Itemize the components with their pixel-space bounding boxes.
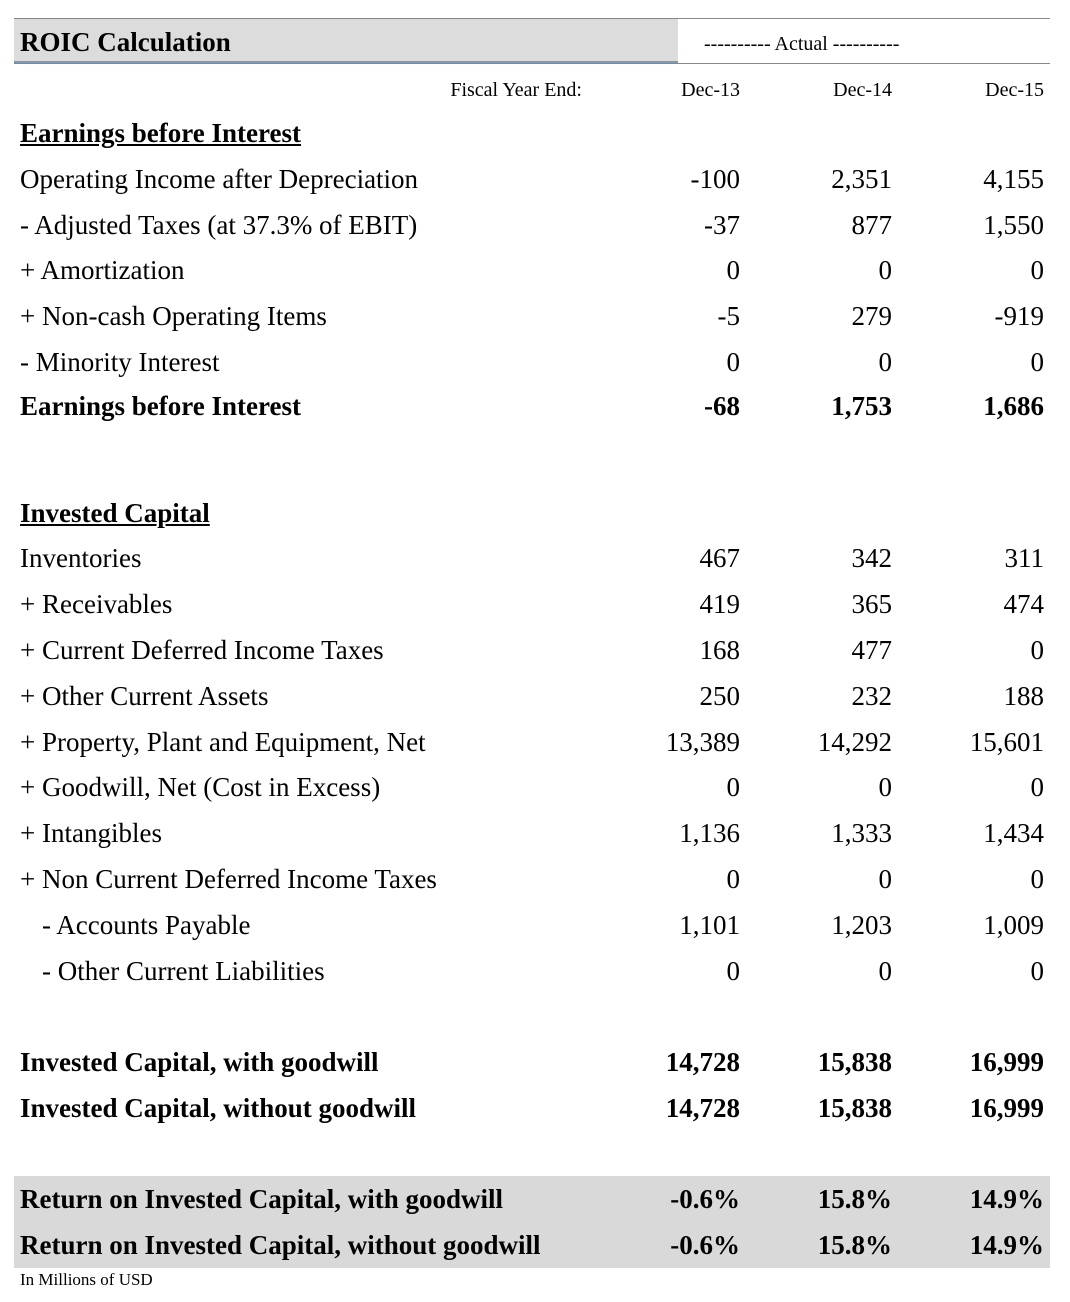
row-value-dec13: -5 [717,301,740,331]
row-value-dec14: 0 [878,772,892,802]
row-label: - Minority Interest [20,347,220,377]
row-value-dec15: 4,155 [983,164,1044,194]
table-row [0,772,1070,812]
row-value-dec15: 16,999 [969,1093,1044,1123]
row-value-dec14: 15.8% [817,1230,892,1260]
row-value-dec15: 16,999 [969,1047,1044,1077]
row-value-dec13: 250 [699,681,740,711]
row-value-dec14: 0 [878,347,892,377]
row-value-dec15: 14.9% [969,1184,1044,1214]
title-bar [14,18,1050,64]
row-value-dec13: 0 [726,864,740,894]
row-label: Earnings before Interest [20,391,301,421]
page-title: ROIC Calculation [20,27,231,57]
row-label: + Goodwill, Net (Cost in Excess) [20,772,381,802]
roic-without-goodwill-row [0,1230,1070,1270]
row-label: + Non Current Deferred Income Taxes [20,864,437,894]
row-value-dec14: 0 [878,255,892,285]
row-value-dec15: 0 [1030,255,1044,285]
row-value-dec13: 14,728 [665,1093,740,1123]
row-value-dec13: -68 [704,391,740,421]
title-background [14,19,678,63]
roic-with-goodwill-row [0,1184,1070,1224]
row-value-dec15: -919 [994,301,1044,331]
row-label: Invested Capital, without goodwill [20,1093,417,1123]
table-row [0,956,1070,996]
row-value-dec15: 1,009 [983,910,1044,940]
row-label: + Other Current Assets [20,681,269,711]
row-value-dec14: 342 [851,543,892,573]
row-value-dec14: 1,203 [831,910,892,940]
row-value-dec13: 168 [699,635,740,665]
table-row [0,589,1070,629]
row-value-dec13: 0 [726,347,740,377]
table-row [0,910,1070,950]
row-value-dec14: 365 [851,589,892,619]
row-label: - Other Current Liabilities [42,956,325,986]
row-value-dec13: -0.6% [670,1184,740,1214]
fiscal-year-label: Fiscal Year End: [450,79,582,101]
row-value-dec14: 0 [878,864,892,894]
row-value-dec15: 0 [1030,772,1044,802]
row-value-dec14: 877 [851,210,892,240]
row-value-dec15: 0 [1030,635,1044,665]
row-label: + Non-cash Operating Items [20,301,327,331]
row-label: Return on Invested Capital, with goodwill [20,1184,504,1214]
row-value-dec15: 311 [1004,543,1044,573]
table-row [0,543,1070,583]
row-value-dec13: -37 [704,210,740,240]
row-value-dec15: 188 [1003,681,1044,711]
table-row [0,635,1070,675]
row-label: + Amortization [20,255,185,285]
ebi-total-row [0,391,1070,431]
row-value-dec13: 0 [726,956,740,986]
row-value-dec15: 15,601 [969,727,1044,757]
actual-label: ---------- Actual ---------- [704,33,900,55]
row-value-dec15: 0 [1030,956,1044,986]
row-value-dec13: 13,389 [665,727,740,757]
row-value-dec15: 1,686 [983,391,1044,421]
row-value-dec13: 419 [699,589,740,619]
row-value-dec13: -0.6% [670,1230,740,1260]
table-row [0,681,1070,721]
row-value-dec13: 467 [699,543,740,573]
row-value-dec15: 1,434 [983,818,1044,848]
row-value-dec15: 474 [1003,589,1044,619]
row-value-dec15: 14.9% [969,1230,1044,1260]
row-value-dec14: 279 [851,301,892,331]
ic-section-heading: Invested Capital [20,498,210,528]
table-row [0,818,1070,858]
row-value-dec14: 14,292 [817,727,892,757]
row-label: - Accounts Payable [42,910,251,940]
row-value-dec14: 1,753 [831,391,892,421]
row-value-dec14: 2,351 [831,164,892,194]
row-value-dec15: 0 [1030,864,1044,894]
row-label: + Property, Plant and Equipment, Net [20,727,426,757]
column-header-1: Dec-13 [681,79,740,101]
row-value-dec14: 477 [851,635,892,665]
row-value-dec13: -100 [690,164,740,194]
table-row [0,864,1070,904]
row-value-dec15: 1,550 [983,210,1044,240]
row-value-dec14: 15,838 [817,1093,892,1123]
row-value-dec15: 0 [1030,347,1044,377]
table-row [0,347,1070,387]
table-row [0,727,1070,767]
footnote: In Millions of USD [20,1270,153,1289]
table-row [0,210,1070,250]
table-row [0,301,1070,341]
row-value-dec13: 0 [726,255,740,285]
row-label: + Receivables [20,589,173,619]
row-value-dec13: 1,101 [679,910,740,940]
row-label: Inventories [20,543,142,573]
ic-total-with-goodwill-row [0,1047,1070,1087]
row-value-dec14: 0 [878,956,892,986]
table-row [0,164,1070,204]
row-label: - Adjusted Taxes (at 37.3% of EBIT) [20,210,418,240]
column-header-2: Dec-14 [833,79,892,101]
row-value-dec13: 14,728 [665,1047,740,1077]
column-header-3: Dec-15 [985,79,1044,101]
ic-total-without-goodwill-row [0,1093,1070,1133]
row-value-dec14: 15.8% [817,1184,892,1214]
table-row [0,255,1070,295]
row-value-dec14: 1,333 [831,818,892,848]
row-value-dec13: 0 [726,772,740,802]
row-label: Return on Invested Capital, without goodwill [20,1230,541,1260]
row-label: + Intangibles [20,818,162,848]
row-value-dec14: 15,838 [817,1047,892,1077]
ebi-section-heading: Earnings before Interest [20,118,301,148]
row-label: + Current Deferred Income Taxes [20,635,384,665]
row-label: Operating Income after Depreciation [20,164,419,194]
row-value-dec13: 1,136 [679,818,740,848]
row-value-dec14: 232 [851,681,892,711]
row-label: Invested Capital, with goodwill [20,1047,379,1077]
